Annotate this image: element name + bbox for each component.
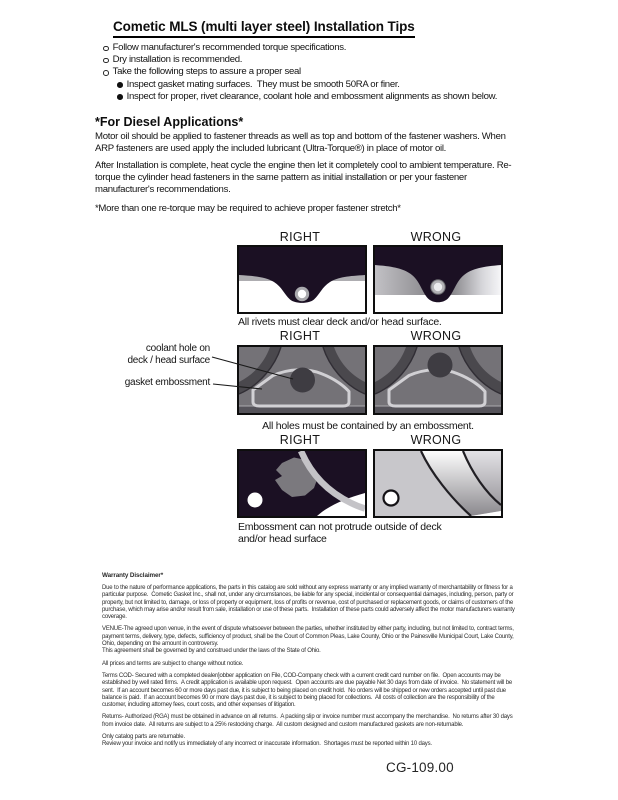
document-code: CG-109.00 [386,760,454,775]
embossment-right-illustration [239,347,365,413]
legal-paragraph: Due to the nature of performance applications, the parts in this catalog are sold without any express warranty or any implied warranty of merchantability or fitness for a particular purpose. Cometic Gasket Inc., shall not, under any circumstances, be liable for any special, incidental or consequential damages, including, person, party or property, but not limited to, damage, or loss of property or equipment, loss of profits or revenue, cost of purchased or replacement goods, or claims of customers of the purchase, which may arise and/or result from sale, installation or use of these parts. Installation of these parts could adversely affect the motor manufacturers warranty coverage. [102,585,517,621]
legal-paragraph: VENUE-The agreed upon venue, in the event of dispute whatsoever between the parties, whether instituted by either party, including, but not limited to, contract terms, payment terms, delivery, type, defects, sufficiency of product, shall be the Court of Common Pleas, Lake County, Ohio or the Painesville Municipal Court, Lake County, Ohio, depending on the amount in controversy. [102,626,516,648]
right-label: RIGHT [279,433,321,447]
list-item [103,42,543,54]
filled-bullet-icon [117,94,123,100]
installation-tips-list [103,42,543,103]
row1-caption: All rivets must clear deck and/or head surface. [238,316,442,328]
bolt-hole-icon [248,493,263,508]
protrusion-right-illustration [239,451,365,516]
gasket-embossment-callout [90,377,210,389]
right-label: RIGHT [279,230,321,244]
caption-line: and/or head surface [238,533,327,545]
legal-paragraph: Terms COD- Secured with a completed dealer/jobber application on File, COD-Company check with a current credit card number on file. Open accounts may be established by well rated firms. A credit application is available upon request. Open accounts are due payable Net 30 days from date of invoice. No statement will be sent. If an account becomes 60 or more days past due, it is subject to being placed on credit hold. No orders will be shipped or new orders accepted until past due balance is paid. If an account becomes 90 or more days past due, it is subject to being placed for collections. All costs of collection are the responsibility of the customer, including attorney fees, court costs, and other expenses of litigation. [102,672,514,709]
diagram-rivet-wrong [373,245,503,314]
embossment-wrong-illustration [375,347,501,413]
protrusion-wrong-illustration [375,451,501,516]
legal-paragraph: Returns- Authorized (RGA) must be obtained in advance on all returns. A packing slip or invoice number must accompany the merchandise. No returns after 30 days from invoice date. All returns are subject to a 25% restocking charge. All custom designed and custom manufactured gaskets are non-returnable. [102,714,515,728]
page-title: Cometic MLS (multi layer steel) Installation Tips [113,19,415,38]
wrong-label: WRONG [410,230,462,244]
open-bullet-icon [103,70,109,76]
diesel-heading: *For Diesel Applications* [95,115,244,129]
open-bullet-icon [103,58,109,64]
retorque-note: *More than one re-torque may be required to achieve proper fastener stretch* [95,203,401,214]
list-item [103,54,543,66]
coolant-hole-icon [428,353,453,378]
diagram-embossment-wrong [373,345,503,415]
tip-text: Inspect gasket mating surfaces. They must be smooth 50RA or finer. [126,78,400,90]
list-item [103,66,543,78]
legal-paragraph: Review your invoice and notify us immediately of any incorrect or inaccurate information. Shortages must be reported within 10 days. [102,741,432,748]
diagram-embossment-right [237,345,367,415]
wrong-label: WRONG [410,329,462,343]
diagram-protrusion-right [237,449,367,518]
tip-text: Take the following steps to assure a proper seal [112,66,301,78]
wrong-label: WRONG [410,433,462,447]
open-bullet-icon [103,46,109,52]
rivet-right-illustration [239,247,365,312]
bolt-hole-icon [384,491,399,506]
diesel-paragraph-1: Motor oil should be applied to fastener threads as well as top and bottom of the fastener washers. When ARP fasteners are used apply the included lubricant (Ultra-Torque®) in place of motor oil. [95,131,508,155]
diagram-protrusion-wrong [373,449,503,518]
caption-line: Embossment can not protrude outside of deck [238,521,442,533]
callout-text: gasket embossment [124,377,210,388]
right-label: RIGHT [279,329,321,343]
tip-text: Inspect for proper, rivet clearance, coolant hole and embossment alignments as shown below. [126,90,498,102]
diesel-paragraph-2: After Installation is complete, heat cycle the engine then let it completely cool to ambient temperature. Re-torque the cylinder head fasteners in the same pattern as initial installation or per your fastener manufacturer's recommendations. [95,160,512,196]
row2-caption: All holes must be contained by an embossment. [262,420,474,432]
diagram-rivet-right [237,245,367,314]
legal-paragraph: This agreement shall be governed by and construed under the laws of the State of Ohio. [102,648,321,655]
callout-text: deck / head surface [127,354,210,366]
rivet-wrong-illustration [375,247,501,312]
legal-paragraph: Only catalog parts are returnable. [102,734,185,741]
legal-paragraph: All prices and terms are subject to change without notice. [102,660,244,667]
row3-caption [238,521,441,545]
coolant-hole-callout [90,343,210,366]
warranty-heading: Warranty Disclaimer* [102,572,164,579]
warranty-disclaimer [102,572,518,754]
callout-text: coolant hole on [145,343,210,354]
coolant-hole-icon [290,368,315,393]
tip-text: Follow manufacturer's recommended torque specifications. [112,42,347,53]
tip-text: Dry installation is recommended. [112,54,243,66]
list-item [117,91,543,103]
list-item [117,79,543,91]
filled-bullet-icon [117,82,123,88]
